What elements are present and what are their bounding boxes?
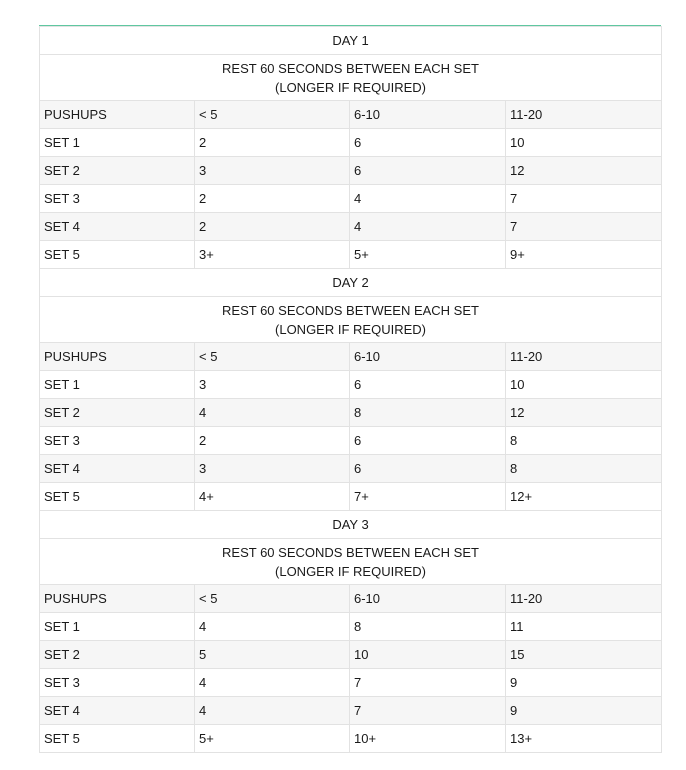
table-cell: 12	[506, 157, 662, 185]
table-cell: 10	[506, 129, 662, 157]
table-cell: 8	[350, 613, 506, 641]
rest-note	[40, 297, 662, 343]
set-label: SET 4	[40, 213, 195, 241]
table-cell: 6	[350, 129, 506, 157]
table-row	[40, 157, 662, 185]
set-label: SET 5	[40, 241, 195, 269]
table-cell: 9+	[506, 241, 662, 269]
header-cell: 11-20	[506, 101, 662, 129]
table-cell: 12	[506, 399, 662, 427]
set-label: SET 2	[40, 399, 195, 427]
header-cell: < 5	[195, 585, 350, 613]
table-row	[40, 241, 662, 269]
table-body	[40, 27, 662, 753]
table-row	[40, 725, 662, 753]
header-cell: PUSHUPS	[40, 101, 195, 129]
header-cell: < 5	[195, 101, 350, 129]
table-cell: 8	[506, 455, 662, 483]
day-title-row	[40, 27, 662, 55]
table-cell: 3+	[195, 241, 350, 269]
rest-note-row	[40, 55, 662, 101]
table-cell: 15	[506, 641, 662, 669]
table-cell: 5+	[195, 725, 350, 753]
set-label: SET 2	[40, 157, 195, 185]
table-row	[40, 697, 662, 725]
table-cell: 4	[195, 399, 350, 427]
table-row	[40, 641, 662, 669]
table-cell: 9	[506, 669, 662, 697]
table-cell: 3	[195, 371, 350, 399]
table-cell: 10	[350, 641, 506, 669]
table-cell: 2	[195, 185, 350, 213]
day-title: DAY 2	[40, 269, 662, 297]
set-label: SET 1	[40, 371, 195, 399]
header-row	[40, 585, 662, 613]
set-label: SET 2	[40, 641, 195, 669]
day-title-row	[40, 269, 662, 297]
table-cell: 4	[350, 185, 506, 213]
table-cell: 6	[350, 371, 506, 399]
table-row	[40, 213, 662, 241]
table-cell: 4	[195, 697, 350, 725]
header-cell: 11-20	[506, 343, 662, 371]
table-row	[40, 427, 662, 455]
rest-note-line2: (LONGER IF REQUIRED)	[275, 79, 426, 95]
table-cell: 5+	[350, 241, 506, 269]
table-cell: 2	[195, 213, 350, 241]
table-row	[40, 613, 662, 641]
rest-note-row	[40, 297, 662, 343]
rest-note-line1: REST 60 SECONDS BETWEEN EACH SET	[222, 60, 479, 76]
header-row	[40, 101, 662, 129]
table-cell: 2	[195, 427, 350, 455]
set-label: SET 5	[40, 483, 195, 511]
table-row	[40, 399, 662, 427]
table-cell: 9	[506, 697, 662, 725]
table-cell: 4+	[195, 483, 350, 511]
table-cell: 7	[506, 185, 662, 213]
rest-note-line1: REST 60 SECONDS BETWEEN EACH SET	[222, 302, 479, 318]
table-cell: 10	[506, 371, 662, 399]
table-row	[40, 455, 662, 483]
set-label: SET 5	[40, 725, 195, 753]
table-cell: 11	[506, 613, 662, 641]
workout-plan	[39, 25, 661, 753]
set-label: SET 4	[40, 455, 195, 483]
rest-note-row	[40, 539, 662, 585]
table-cell: 7	[350, 697, 506, 725]
table-cell: 4	[195, 669, 350, 697]
table-cell: 2	[195, 129, 350, 157]
header-cell: < 5	[195, 343, 350, 371]
table-row	[40, 129, 662, 157]
day-title-row	[40, 511, 662, 539]
table-cell: 6	[350, 157, 506, 185]
table-row	[40, 483, 662, 511]
header-cell: PUSHUPS	[40, 585, 195, 613]
day-title: DAY 1	[40, 27, 662, 55]
set-label: SET 3	[40, 185, 195, 213]
table-cell: 7	[350, 669, 506, 697]
table-row	[40, 371, 662, 399]
header-cell: PUSHUPS	[40, 343, 195, 371]
set-label: SET 4	[40, 697, 195, 725]
table-cell: 12+	[506, 483, 662, 511]
rest-note	[40, 539, 662, 585]
day-title: DAY 3	[40, 511, 662, 539]
table-cell: 6	[350, 455, 506, 483]
header-cell: 11-20	[506, 585, 662, 613]
table-cell: 8	[350, 399, 506, 427]
table-cell: 10+	[350, 725, 506, 753]
table-cell: 7+	[350, 483, 506, 511]
header-cell: 6-10	[350, 343, 506, 371]
table-cell: 13+	[506, 725, 662, 753]
header-cell: 6-10	[350, 585, 506, 613]
header-row	[40, 343, 662, 371]
table-cell: 7	[506, 213, 662, 241]
pushup-schedule-table	[39, 26, 662, 753]
table-cell: 6	[350, 427, 506, 455]
rest-note-line1: REST 60 SECONDS BETWEEN EACH SET	[222, 544, 479, 560]
set-label: SET 3	[40, 427, 195, 455]
set-label: SET 1	[40, 613, 195, 641]
header-cell: 6-10	[350, 101, 506, 129]
table-cell: 5	[195, 641, 350, 669]
table-row	[40, 185, 662, 213]
table-cell: 3	[195, 455, 350, 483]
set-label: SET 3	[40, 669, 195, 697]
table-cell: 8	[506, 427, 662, 455]
set-label: SET 1	[40, 129, 195, 157]
table-cell: 3	[195, 157, 350, 185]
table-cell: 4	[195, 613, 350, 641]
rest-note-line2: (LONGER IF REQUIRED)	[275, 563, 426, 579]
rest-note	[40, 55, 662, 101]
rest-note-line2: (LONGER IF REQUIRED)	[275, 321, 426, 337]
table-cell: 4	[350, 213, 506, 241]
table-row	[40, 669, 662, 697]
